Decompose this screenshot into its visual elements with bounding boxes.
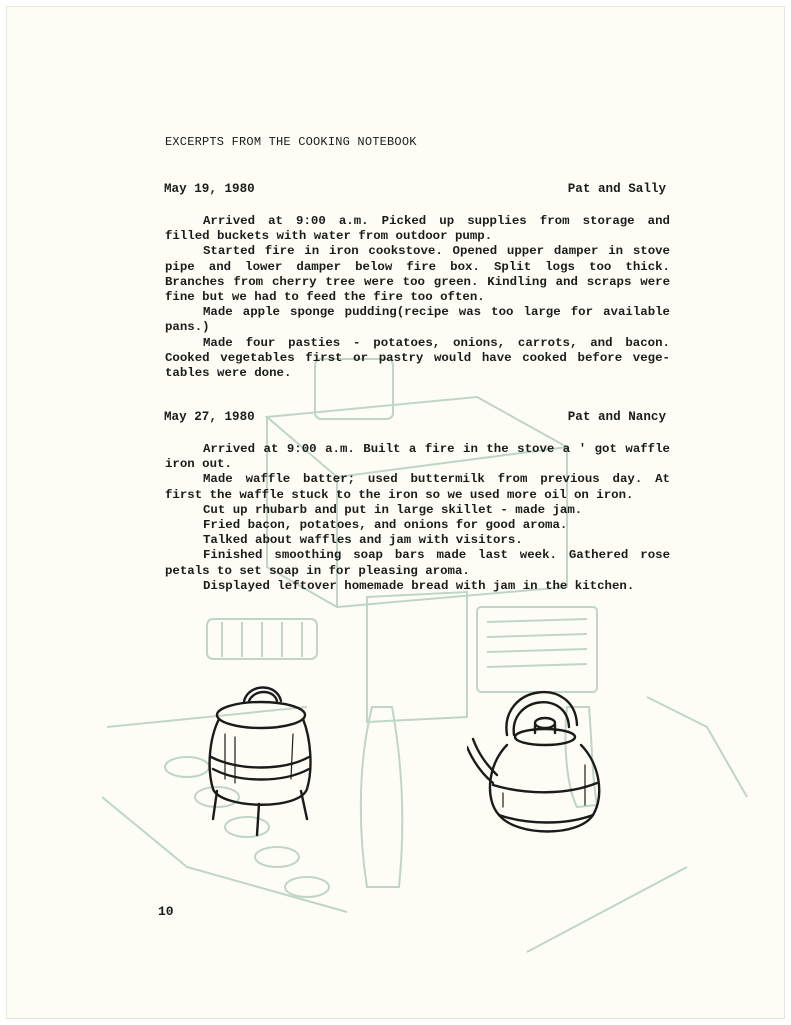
entry-paragraph: Talked about waffles and jam with visitors. xyxy=(203,533,523,548)
entry-paragraph: Finished smoothing soap bars made last week. Gathered rose petals to set soap in for pleasing aroma. xyxy=(165,548,670,578)
entry-authors: Pat and Nancy xyxy=(567,410,666,424)
entry-date: May 27, 1980 xyxy=(164,410,255,424)
three-legged-pot-illustration xyxy=(199,679,319,849)
entry-paragraph: Fried bacon, potatoes, and onions for good aroma. xyxy=(203,518,568,533)
entry-paragraph: Started fire in iron cookstove. Opened upper damper in stove pipe and lower damper below fire box. Split logs too thick. Branches from cherry tree were too green. Kindling and scraps were fine but we had to feed the fire too often. xyxy=(165,244,670,305)
entry-header xyxy=(164,410,666,424)
entry-paragraph: Cut up rhubarb and put in large skillet - made jam. xyxy=(203,502,583,517)
entry-paragraph: Made waffle batter; used buttermilk from previous day. At first the waffle stuck to the iron so we used more oil on iron. xyxy=(165,472,670,502)
entry-date: May 19, 1980 xyxy=(164,182,255,196)
entry-body xyxy=(165,214,670,381)
entry-paragraph: Displayed leftover homemade bread with jam in the kitchen. xyxy=(203,578,635,593)
entry-paragraph: Arrived at 9:00 a.m. Built a fire in the stove a ' got waffle iron out. xyxy=(165,442,670,472)
page-title: EXCERPTS FROM THE COOKING NOTEBOOK xyxy=(165,135,417,149)
entry-paragraph: Made apple sponge pudding(recipe was too large for available pans.) xyxy=(165,305,670,335)
entry-paragraph: Arrived at 9:00 a.m. Picked up supplies from storage and filled buckets with water from outdoor pump. xyxy=(165,214,670,244)
entry-header xyxy=(164,182,666,196)
page-number: 10 xyxy=(158,904,174,919)
entry-authors: Pat and Sally xyxy=(567,182,666,196)
kettle-illustration xyxy=(467,665,607,855)
entry-body xyxy=(165,442,670,594)
notebook-page xyxy=(6,6,785,1019)
entry-paragraph: Made four pasties - potatoes, onions, carrots, and bacon. Cooked vegetables first or pastry would have cooked before vege-tables were done. xyxy=(165,335,670,381)
